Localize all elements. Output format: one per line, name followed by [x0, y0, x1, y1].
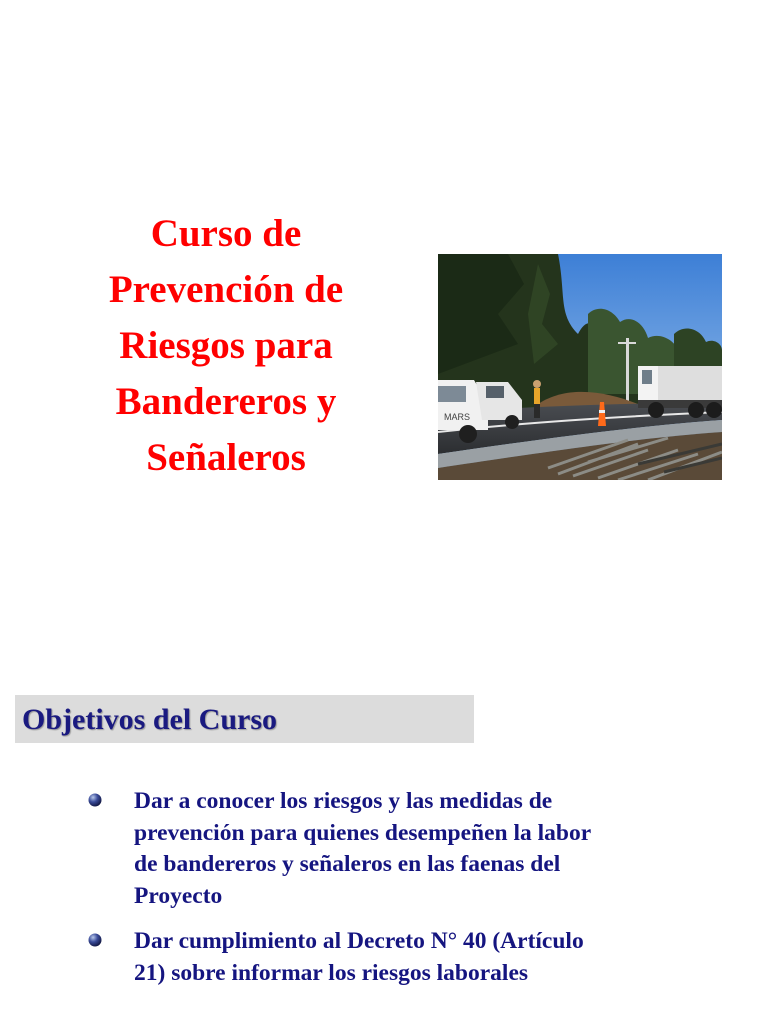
road-works-photo — [438, 254, 722, 480]
truck-lettering: MARS — [444, 412, 471, 422]
objective-1-line-3: de bandereros y señaleros en las faenas del — [134, 851, 561, 877]
course-title-line-5: Señaleros — [146, 436, 306, 479]
course-title — [40, 206, 412, 486]
objective-2-line-2: 21) sobre informar los riesgos laborales — [134, 959, 529, 986]
bullet-sphere-icon — [88, 793, 102, 807]
list-item — [88, 786, 688, 912]
course-title-line-2: Prevención de — [108, 268, 344, 311]
list-item — [88, 926, 688, 989]
objective-1-line-2: prevención para quienes desempeñen la labor — [134, 819, 592, 846]
objectives-heading: Objetivos del Curso — [22, 703, 277, 736]
objective-1-line-4: Proyecto — [134, 882, 223, 909]
bullet-sphere-icon — [88, 933, 102, 947]
objective-1-line-1: Dar a conocer los riesgos y las medidas de — [134, 788, 553, 814]
course-title-line-1: Curso de — [150, 212, 302, 255]
course-title-line-4: Bandereros y — [115, 380, 337, 423]
objective-2-line-1: Dar cumplimiento al Decreto N° 40 (Artículo — [134, 928, 584, 954]
objectives-list — [88, 786, 688, 1003]
course-title-line-3: Riesgos para — [119, 324, 333, 367]
